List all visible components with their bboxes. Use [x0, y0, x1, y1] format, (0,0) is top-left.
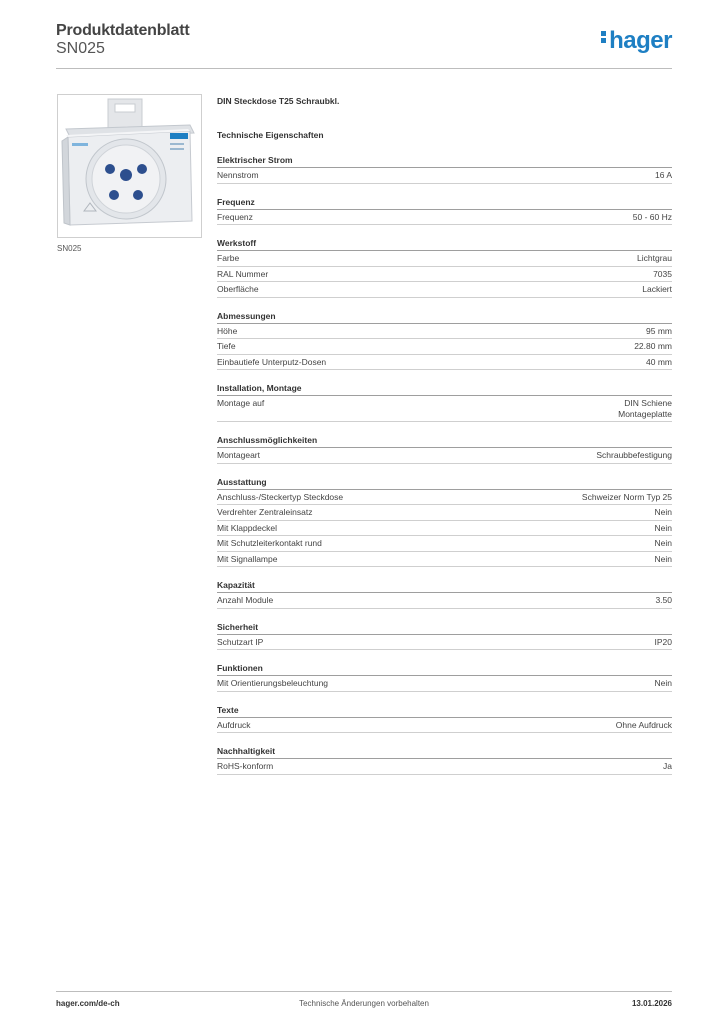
page-header — [56, 22, 672, 69]
spec-value-line: DIN Schiene — [624, 398, 672, 408]
spec-sections — [217, 155, 672, 775]
spec-value — [634, 341, 672, 352]
product-image — [57, 94, 202, 238]
spec-value — [618, 398, 672, 419]
spec-value-line: 95 mm — [646, 325, 672, 336]
spec-label: Mit Orientierungsbeleuchtung — [217, 678, 329, 688]
section-title: Frequenz — [217, 197, 672, 210]
spec-row — [217, 759, 672, 775]
spec-value — [655, 507, 672, 518]
section-title: Nachhaltigkeit — [217, 746, 672, 759]
spec-label: Mit Schutzleiterkontakt rund — [217, 538, 322, 548]
spec-value-line: 16 A — [654, 170, 672, 180]
spec-label: Aufdruck — [217, 719, 251, 730]
hager-logo — [601, 27, 672, 55]
spec-label: Höhe — [217, 325, 238, 336]
spec-label: Montage auf — [217, 398, 265, 408]
spec-value — [655, 595, 672, 606]
spec-value-line: Montageplatte — [618, 408, 672, 419]
spec-row — [217, 593, 672, 609]
spec-value — [633, 212, 672, 223]
spec-value-line: Nein — [654, 678, 672, 688]
spec-value-line: Nein — [654, 553, 672, 564]
socket-product-icon — [58, 95, 201, 237]
spec-value-line: Schraubbefestigung — [596, 450, 672, 460]
product-name: DIN Steckdose T25 Schraubkl. — [217, 96, 340, 106]
section-title: Kapazität — [217, 580, 672, 593]
logo-colon-icon — [601, 29, 606, 45]
image-caption: SN025 — [57, 244, 82, 253]
spec-label: Schutzart IP — [217, 636, 264, 647]
section-title: Sicherheit — [217, 622, 672, 635]
footer-website: hager.com/de-ch — [56, 999, 120, 1008]
spec-value — [655, 637, 673, 648]
spec-value-line: Nein — [654, 538, 672, 548]
spec-value-line: Lackiert — [642, 284, 672, 294]
spec-row — [217, 339, 672, 355]
spec-row — [217, 251, 672, 267]
spec-value-line: Ohne Aufdruck — [615, 719, 672, 730]
spec-value-line: 40 mm — [646, 356, 672, 367]
spec-section — [217, 705, 672, 734]
spec-row — [217, 210, 672, 226]
spec-label: RAL Nummer — [217, 268, 269, 279]
spec-section — [217, 435, 672, 464]
spec-value-line: 22.80 mm — [634, 341, 672, 351]
spec-content — [217, 96, 672, 775]
spec-label: Frequenz — [217, 211, 253, 222]
spec-row — [217, 536, 672, 552]
spec-value — [655, 554, 672, 565]
spec-row — [217, 282, 672, 298]
spec-value-line: IP20 — [654, 636, 672, 647]
spec-label: Oberfläche — [217, 284, 259, 294]
page-footer — [56, 991, 672, 1012]
spec-row — [217, 635, 672, 651]
spec-section — [217, 622, 672, 651]
spec-section — [217, 580, 672, 609]
spec-row — [217, 267, 672, 283]
spec-row — [217, 490, 672, 506]
spec-section — [217, 746, 672, 775]
spec-label: Nennstrom — [217, 170, 259, 180]
spec-label: Verdrehter Zentraleinsatz — [217, 507, 313, 517]
spec-label: RoHS-konform — [217, 761, 274, 771]
spec-value-line: 50 - 60 Hz — [632, 211, 672, 222]
spec-row — [217, 448, 672, 464]
spec-label: Mit Signallampe — [217, 553, 278, 564]
section-title: Abmessungen — [217, 311, 672, 324]
spec-value — [663, 761, 672, 772]
spec-row — [217, 355, 672, 371]
spec-section — [217, 197, 672, 226]
properties-heading: Technische Eigenschaften — [217, 130, 324, 140]
spec-value — [646, 357, 672, 368]
spec-value — [646, 326, 672, 337]
spec-value — [642, 284, 672, 295]
section-title: Texte — [217, 705, 672, 718]
spec-value — [655, 538, 672, 549]
spec-value-line: Schweizer Norm Typ 25 — [581, 491, 672, 502]
spec-row — [217, 552, 672, 568]
footer-date: 13.01.2026 — [631, 999, 672, 1008]
spec-row — [217, 324, 672, 340]
spec-label: Anzahl Module — [217, 595, 274, 605]
spec-value — [655, 678, 672, 689]
footer-disclaimer: Technische Änderungen vorbehalten — [299, 999, 429, 1008]
spec-value — [637, 253, 672, 264]
spec-section — [217, 311, 672, 371]
spec-value — [582, 492, 672, 503]
spec-row — [217, 676, 672, 692]
spec-value — [655, 170, 672, 181]
section-title: Installation, Montage — [217, 383, 672, 396]
spec-label: Montageart — [217, 450, 260, 460]
spec-value — [596, 450, 672, 461]
spec-value-line: Nein — [654, 522, 672, 533]
spec-row — [217, 396, 672, 422]
spec-section — [217, 477, 672, 568]
spec-value-line: Lichtgrau — [637, 253, 672, 263]
section-title: Elektrischer Strom — [217, 155, 672, 168]
spec-row — [217, 505, 672, 521]
spec-value — [653, 269, 672, 280]
section-title: Funktionen — [217, 663, 672, 676]
spec-section — [217, 155, 672, 184]
spec-row — [217, 718, 672, 734]
spec-label: Mit Klappdeckel — [217, 522, 278, 533]
spec-section — [217, 663, 672, 692]
logo-text: hager — [609, 27, 672, 54]
spec-label: Anschluss-/Steckertyp Steckdose — [217, 491, 344, 502]
section-title: Ausstattung — [217, 477, 672, 490]
section-title: Anschlussmöglichkeiten — [217, 435, 672, 448]
spec-value — [616, 720, 672, 731]
spec-value — [655, 523, 672, 534]
spec-value-line: Nein — [654, 507, 672, 517]
spec-label: Tiefe — [217, 341, 236, 351]
article-number: SN025 — [56, 40, 105, 57]
section-title: Werkstoff — [217, 238, 672, 251]
spec-value-line: 3.50 — [655, 595, 672, 605]
spec-value-line: Ja — [663, 761, 672, 771]
spec-row — [217, 521, 672, 537]
spec-section — [217, 383, 672, 422]
spec-section — [217, 238, 672, 298]
spec-label: Einbautiefe Unterputz-Dosen — [217, 356, 327, 367]
spec-label: Farbe — [217, 253, 240, 263]
spec-value-line: 7035 — [653, 268, 672, 279]
spec-row — [217, 168, 672, 184]
page-title: Produktdatenblatt — [56, 22, 190, 39]
